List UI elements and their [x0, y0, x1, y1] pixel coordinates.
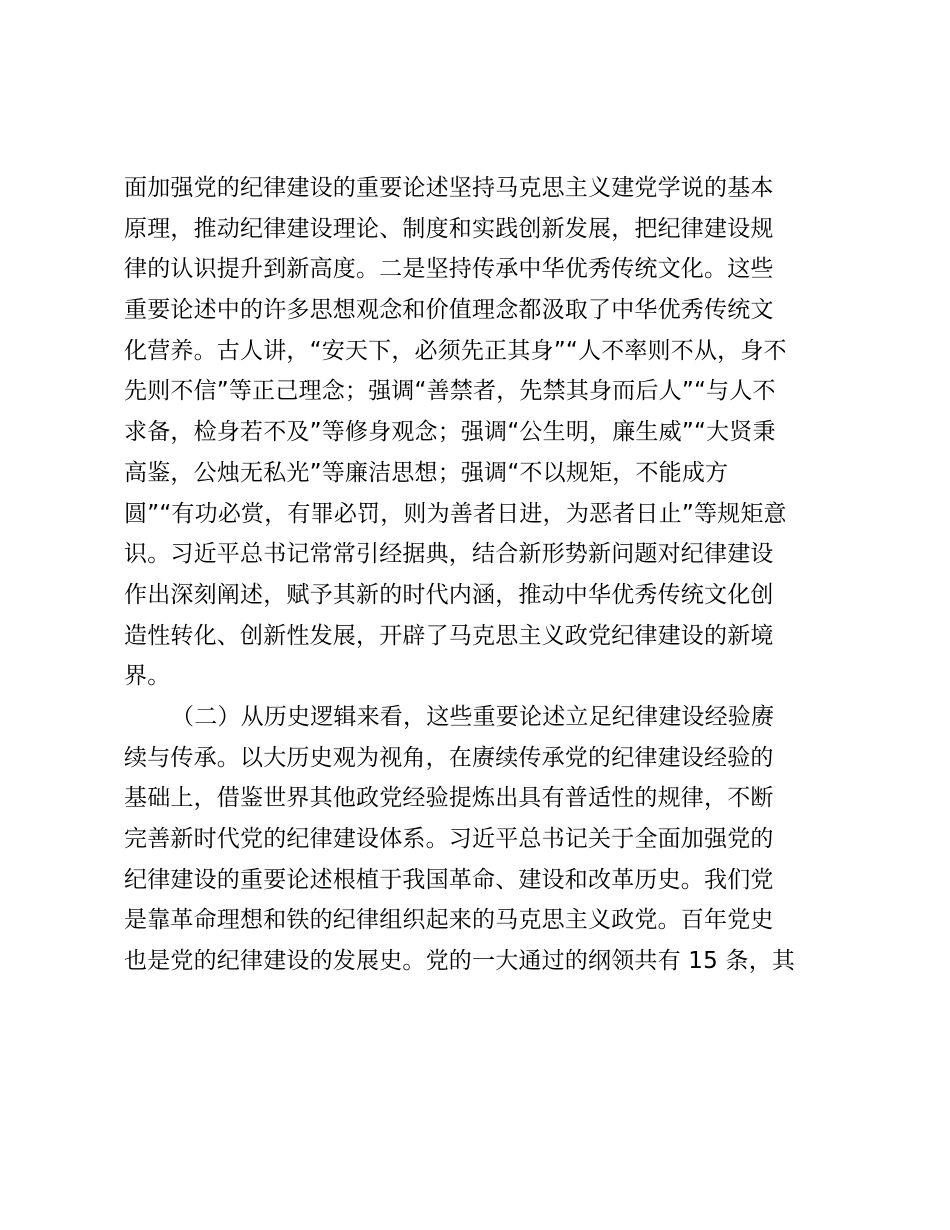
text-line: 求备，检身若不及”等修身观念；强调“公生明，廉生威”“大贤秉: [124, 419, 776, 446]
text-line: 完善新时代党的纪律建设体系。习近平总书记关于全面加强党的: [124, 826, 774, 852]
text-line: 界。: [124, 663, 171, 690]
text-line: 是靠革命理想和铁的纪律组织起来的马克思主义政党。百年党史: [124, 907, 774, 934]
text-line: 作出深刻阐述，赋予其新的时代内涵，推动中华优秀传统文化创: [124, 581, 774, 608]
text-line: 纪律建设的重要论述根植于我国革命、建设和改革历史。我们党: [124, 866, 774, 893]
text-line: 识。习近平总书记常常引经据典，结合新形势新问题对纪律建设: [124, 541, 774, 568]
body-text: [124, 168, 844, 982]
text-line: 重要论述中的许多思想观念和价值理念都汲取了中华优秀传统文: [124, 297, 774, 324]
text-line: 圆”“有功必赏，有罪必罚，则为善者日进，为恶者日止”等规矩意: [124, 500, 787, 527]
text-line: 也是党的纪律建设的发展史。党的一大通过的纲领共有 15 条，其: [124, 948, 796, 975]
text-line: 先则不信”等正己理念；强调“善禁者，先禁其身而后人”“与人不: [124, 378, 776, 405]
text-line: 基础上，借鉴世界其他政党经验提炼出具有普适性的规律，不断: [124, 785, 774, 812]
text-line: 续与传承。以大历史观为视角，在赓续传承党的纪律建设经验的: [124, 744, 774, 771]
text-line: 高鉴，公烛无私光”等廉洁思想；强调“不以规矩，不能成方: [124, 459, 729, 486]
text-line: 面加强党的纪律建设的重要论述坚持马克思主义建党学说的基本: [124, 175, 774, 201]
text-line: 原理，推动纪律建设理论、制度和实践创新发展，把纪律建设规: [124, 215, 774, 242]
section-heading-line: （二）从历史逻辑来看，这些重要论述立足纪律建设经验赓: [171, 703, 775, 730]
text-line: 律的认识提升到新高度。二是坚持传承中华优秀传统文化。这些: [124, 256, 774, 283]
text-line: 化营养。古人讲，“安天下，必须先正其身”“人不率则不从，身不: [124, 337, 787, 364]
text-line: 造性转化、创新性发展，开辟了马克思主义政党纪律建设的新境: [124, 622, 774, 649]
